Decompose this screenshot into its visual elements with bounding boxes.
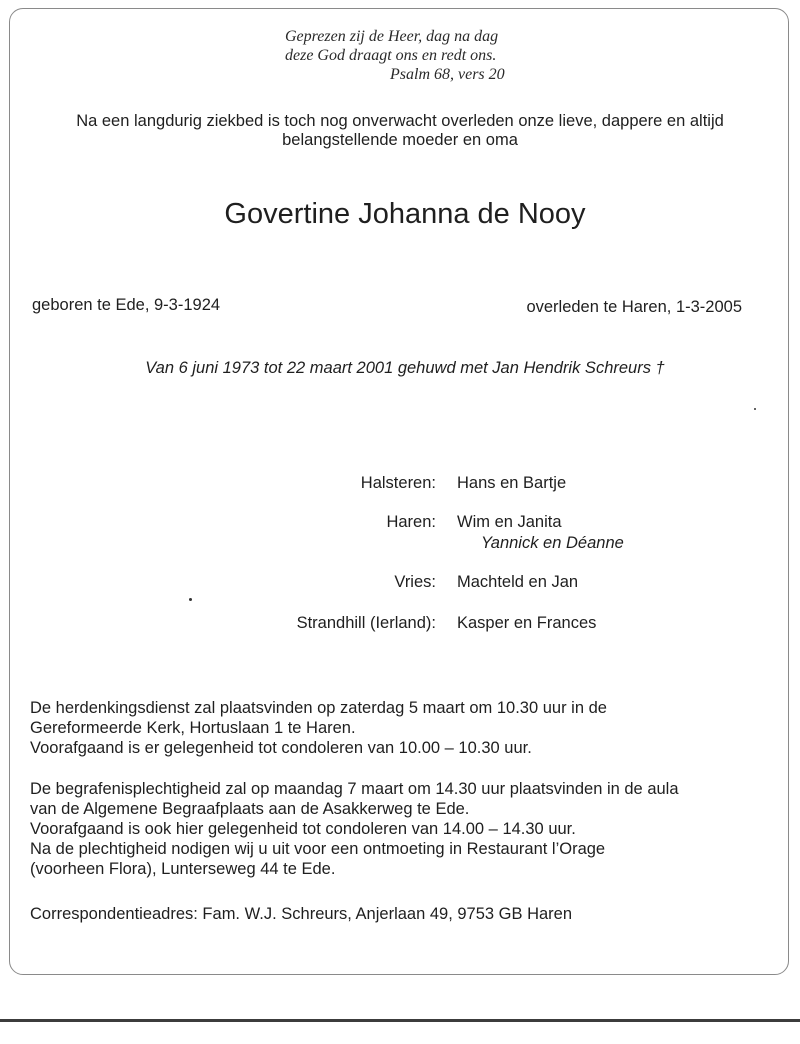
family-place: Vries: — [394, 573, 436, 591]
scan-speck — [189, 598, 192, 601]
funeral-line: van de Algemene Begraafplaats aan de Asakkerweg te Ede. — [30, 800, 470, 818]
family-place: Strandhill (Ierland): — [296, 614, 436, 632]
memorial-line: Voorafgaand is er gelegenheid tot condoleren van 10.00 – 10.30 uur. — [30, 739, 532, 757]
motto-line-2: deze God draagt ons en redt ons. — [285, 47, 497, 64]
death-info: overleden te Haren, 1-3-2005 — [526, 298, 742, 316]
family-names: Machteld en Jan — [457, 573, 579, 591]
correspondence-address: Correspondentieadres: Fam. W.J. Schreurs, Anjerlaan 49, 9753 GB Haren — [30, 905, 573, 923]
deceased-name: Govertine Johanna de Nooy — [224, 198, 586, 230]
scan-speck — [754, 408, 756, 410]
birth-info: geboren te Ede, 9-3-1924 — [32, 296, 221, 314]
memorial-line: Gereformeerde Kerk, Hortuslaan 1 te Haren. — [30, 719, 356, 737]
funeral-line: De begrafenisplechtigheid zal op maandag 7 maart om 14.30 uur plaatsvinden in de aula — [30, 780, 679, 798]
family-place: Halsteren: — [360, 474, 436, 492]
intro-line-2: belangstellende moeder en oma — [282, 131, 518, 149]
family-names: Kasper en Frances — [457, 614, 597, 632]
motto-line-1: Geprezen zij de Heer, dag na dag — [285, 28, 499, 45]
scan-edge-rule — [0, 1019, 800, 1022]
motto-reference: Psalm 68, vers 20 — [390, 66, 505, 83]
intro-line-1: Na een langdurig ziekbed is toch nog onverwacht overleden onze lieve, dappere en altijd — [76, 112, 724, 130]
family-names: Hans en Bartje — [457, 474, 567, 492]
funeral-line: Voorafgaand is ook hier gelegenheid tot condoleren van 14.00 – 14.30 uur. — [30, 820, 576, 838]
family-grandchildren: Yannick en Déanne — [481, 534, 624, 552]
marriage-info: Van 6 juni 1973 tot 22 maart 2001 gehuwd met Jan Hendrik Schreurs † — [145, 359, 665, 377]
memorial-line: De herdenkingsdienst zal plaatsvinden op zaterdag 5 maart om 10.30 uur in de — [30, 699, 607, 717]
family-place: Haren: — [386, 513, 436, 531]
funeral-line: (voorheen Flora), Lunterseweg 44 te Ede. — [30, 860, 336, 878]
funeral-line: Na de plechtigheid nodigen wij u uit voor een ontmoeting in Restaurant l’Orage — [30, 840, 606, 858]
family-names: Wim en Janita — [457, 513, 562, 531]
